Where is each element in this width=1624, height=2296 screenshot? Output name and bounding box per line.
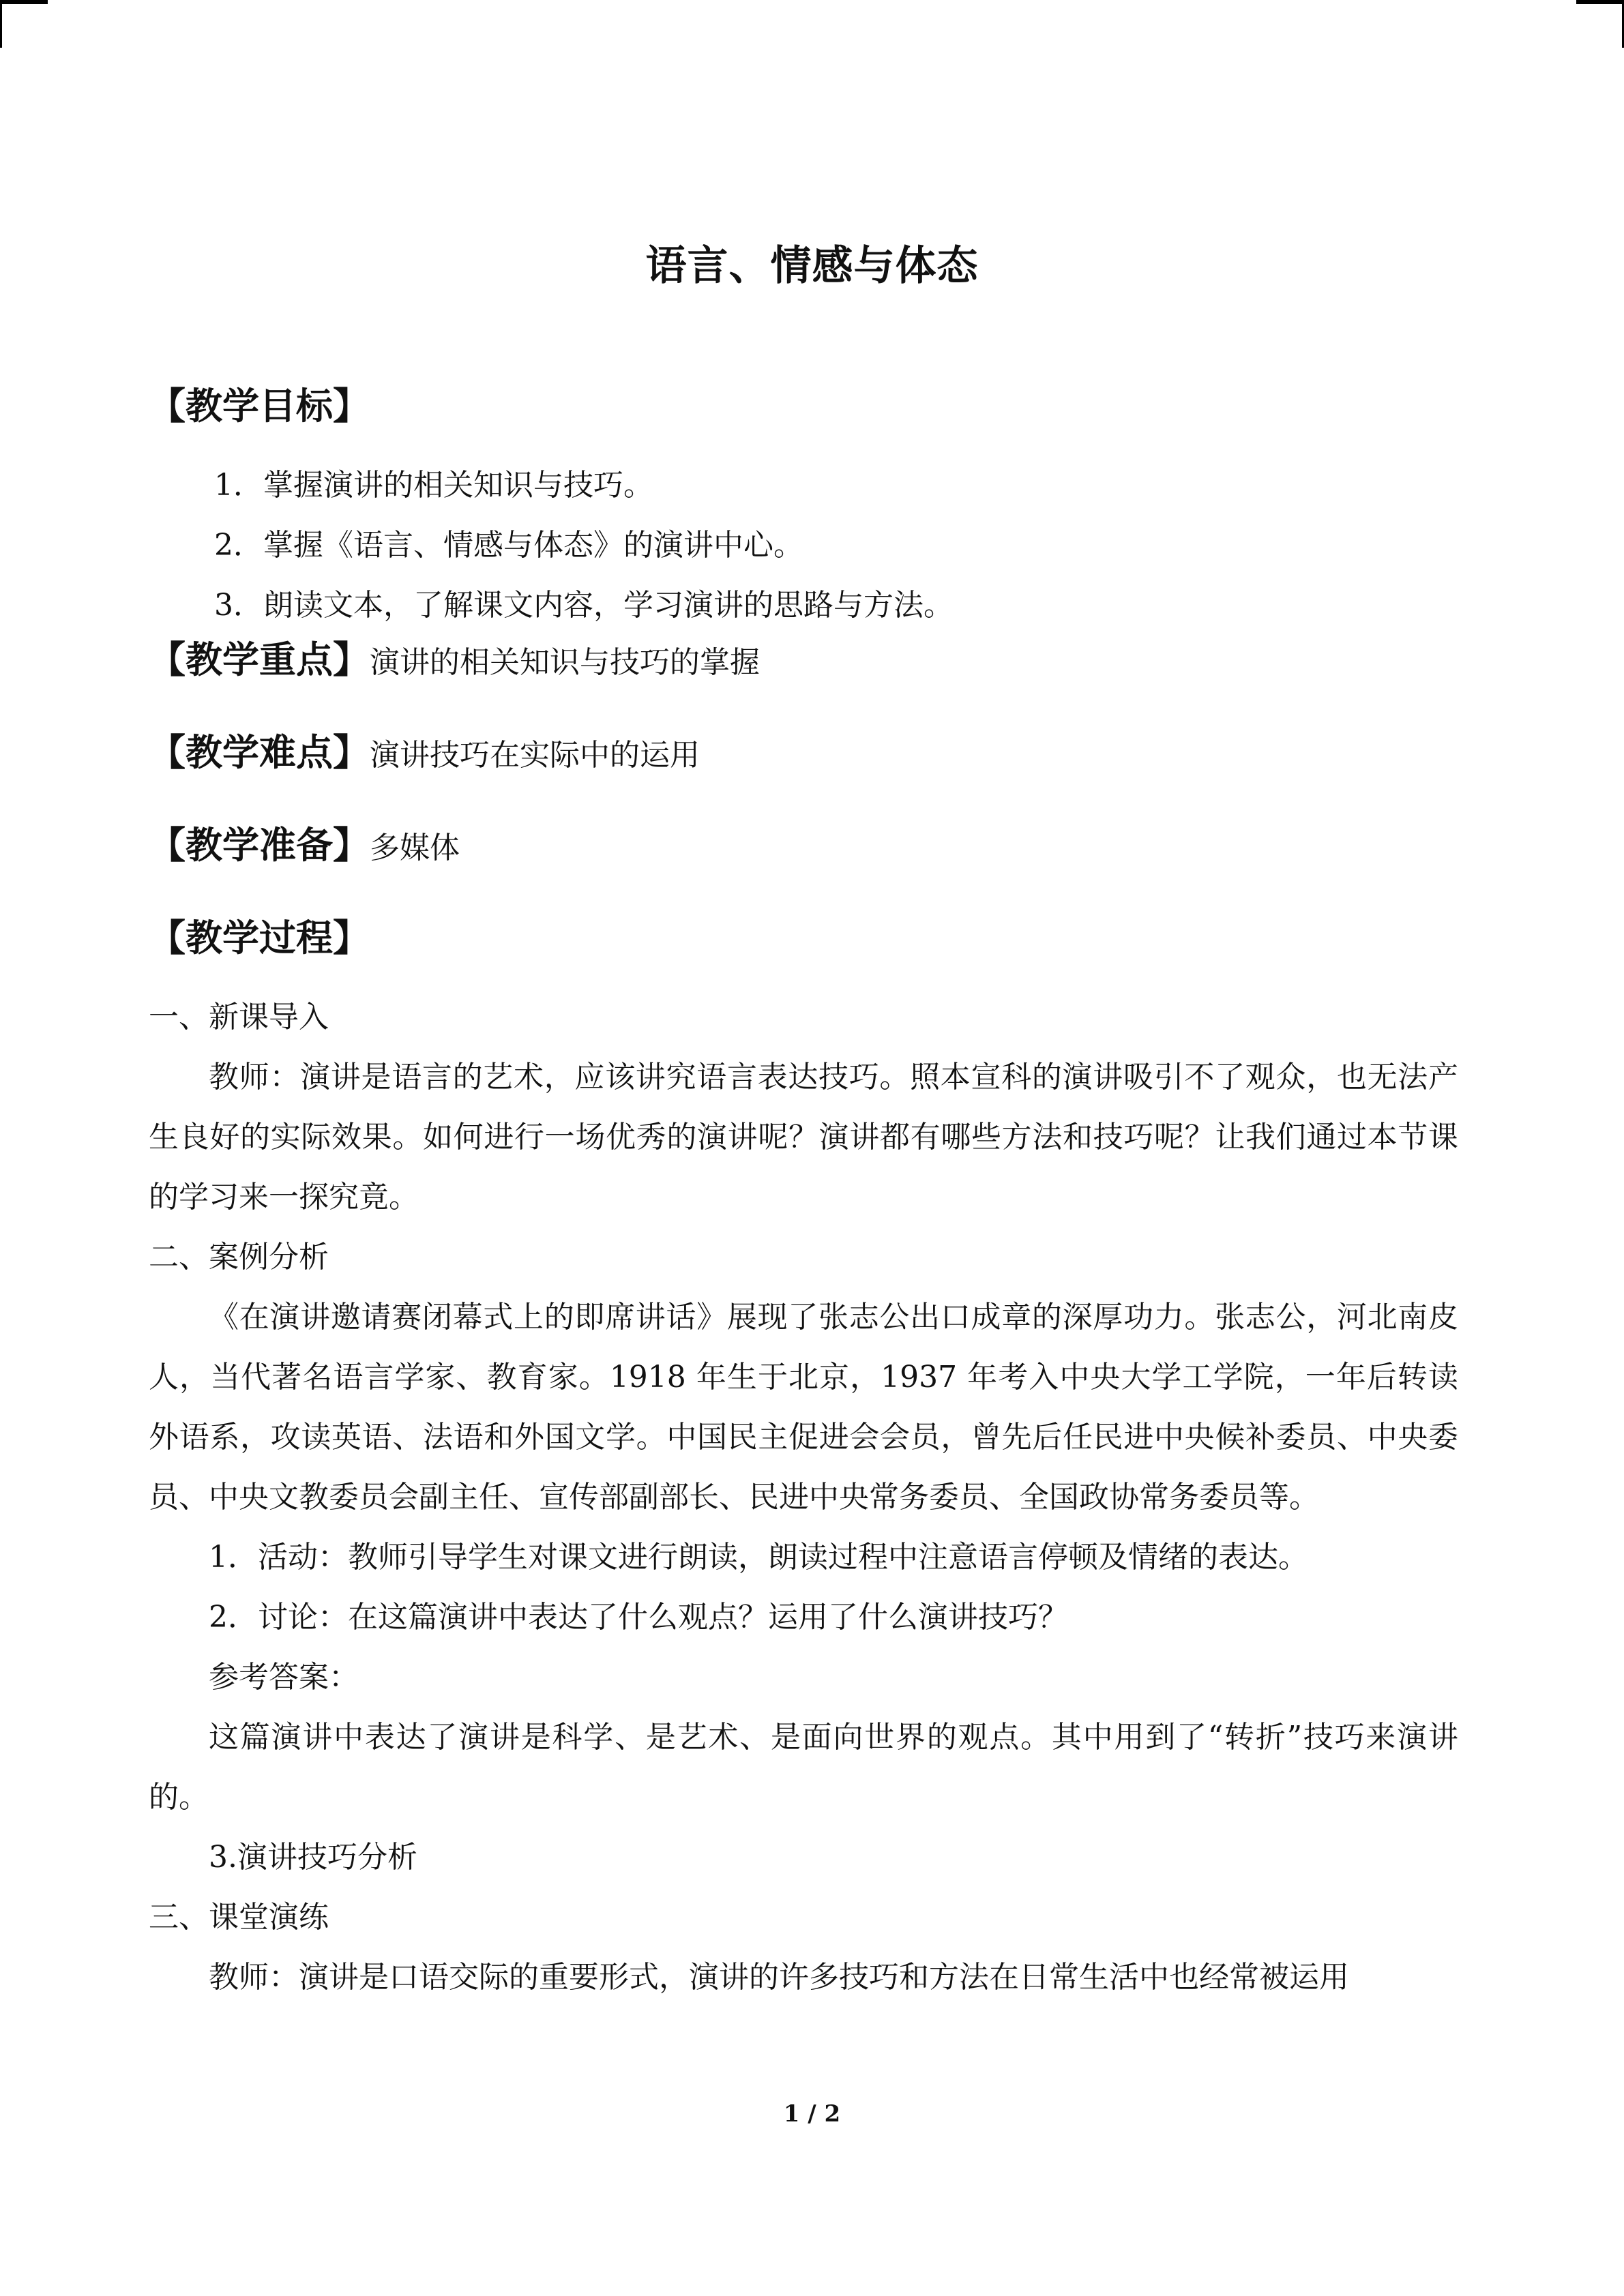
section-key-point [149,636,1458,687]
process-part1-title: 一、新课导入 [149,1000,329,1034]
document-body [149,382,1458,2008]
spacer [149,780,1458,821]
page-number: 1 / 2 [783,2100,841,2128]
spacer [149,873,1458,914]
section-heading-process: 【教学过程】 [149,916,370,959]
key-point-text: 演讲的相关知识与技巧的掌握 [370,645,760,680]
process-answer-label: 参考答案： [209,1660,359,1695]
crop-mark-top-left-vertical [0,0,2,48]
process-discussion: 2．讨论：在这篇演讲中表达了什么观点？运用了什么演讲技巧？ [209,1600,1068,1635]
preparation-text: 多媒体 [370,831,460,865]
section-preparation [149,821,1458,873]
spacer [149,431,1458,456]
process-part2-text: 《在演讲邀请赛闭幕式上的即席讲话》展现了张志公出口成章的深厚功力。张志公，河北南皮人，当代著名语言学家、教育家。1918 年生于北京，1937 年考入中央大学工学院，一年后转读外语系，攻读英语、法语和外国文学。中国民主促进会会员，曾先后任民进中央候补委员、中央委员、中央文教委员会副主任、宣传部副部长、民进中央常务委员、全国政协常务委员等。 [149,1300,1458,1515]
section-heading-objectives: 【教学目标】 [149,385,370,428]
process-part3-text: 教师：演讲是口语交际的重要形式，演讲的许多技巧和方法在日常生活中也经常被运用 [209,1960,1349,1995]
objective-item-3: 3．朗读文本，了解课文内容，学习演讲的思路与方法。 [214,588,954,623]
process-skill-analysis: 3.演讲技巧分析 [209,1840,417,1875]
process-part3-title: 三、课堂演练 [149,1900,329,1935]
crop-mark-top-right [1576,0,1624,4]
process-part2-title: 二、案例分析 [149,1240,329,1274]
objective-item-1: 1．掌握演讲的相关知识与技巧。 [214,468,653,503]
page-title: 语言、情感与体态 [645,242,979,290]
section-heading-key-point: 【教学重点】 [149,638,370,681]
section-heading-preparation: 【教学准备】 [149,824,370,867]
spacer [149,687,1458,728]
objective-item-2: 2．掌握《语言、情感与体态》的演讲中心。 [214,528,803,563]
process-activity: 1．活动：教师引导学生对课文进行朗读，朗读过程中注意语言停顿及情绪的表达。 [209,1540,1308,1575]
process-part1-text: 教师：演讲是语言的艺术，应该讲究语言表达技巧。照本宣科的演讲吸引不了观众，也无法产生良好的实际效果。如何进行一场优秀的演讲呢？演讲都有哪些方法和技巧呢？让我们通过本节课的学习来一探究竟。 [149,1060,1458,1214]
section-difficulty [149,728,1458,780]
difficulty-text: 演讲技巧在实际中的运用 [370,738,700,773]
section-heading-difficulty: 【教学难点】 [149,731,370,774]
process-answer-text: 这篇演讲中表达了演讲是科学、是艺术、是面向世界的观点。其中用到了“转折”技巧来演讲的。 [149,1720,1458,1815]
spacer [149,963,1458,987]
crop-mark-top-left [0,0,48,4]
